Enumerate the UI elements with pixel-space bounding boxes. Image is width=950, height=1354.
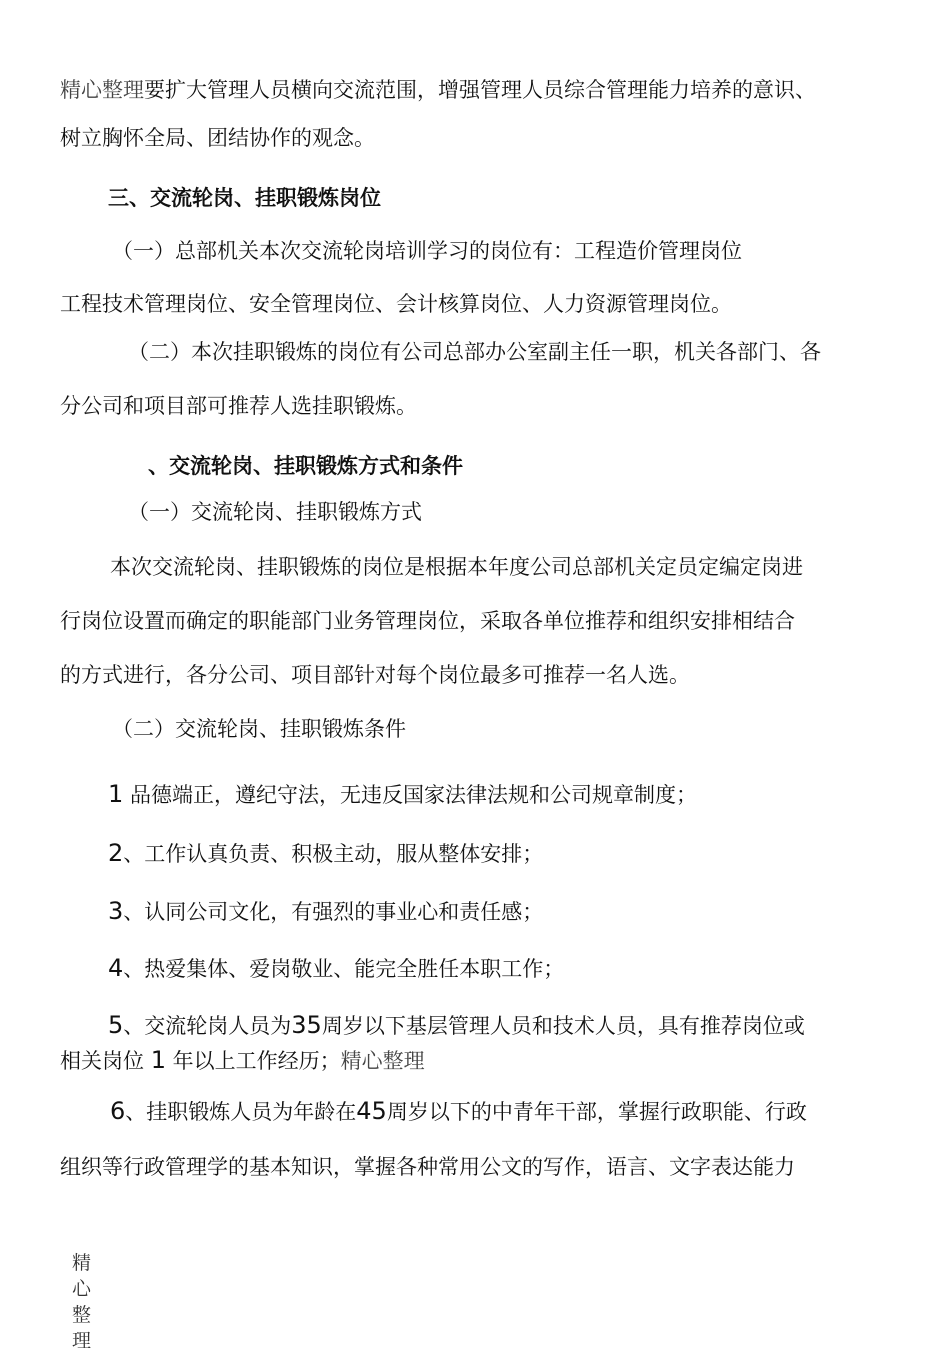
condition-text: 、工作认真负责、积极主动，服从整体安排；	[123, 842, 544, 866]
paragraph-line: 树立胸怀全局、团结协作的观念。	[60, 126, 375, 150]
condition-number: 3	[108, 897, 124, 925]
condition-item-continued: 组织等行政管理学的基本知识，掌握各种常用公文的写作，语言、文字表达能力	[60, 1155, 795, 1179]
paragraph-text: 要扩大管理人员横向交流范围，增强管理人员综合管理能力培养的意识、	[144, 78, 816, 102]
paragraph-line: （二）本次挂职锻炼的岗位有公司总部办公室副主任一职，机关各部门、各	[128, 340, 821, 364]
condition-text: 、认同公司文化，有强烈的事业心和责任感；	[123, 900, 544, 924]
condition-item	[108, 896, 543, 927]
paragraph-line: 工程技术管理岗位、安全管理岗位、会计核算岗位、人力资源管理岗位。	[60, 292, 732, 316]
condition-number: 5	[108, 1011, 124, 1039]
condition-item	[108, 953, 564, 984]
paragraph-line	[60, 75, 816, 105]
condition-text: 、热爱集体、爱岗敬业、能完全胜任本职工作；	[123, 957, 565, 981]
paragraph-line: （一）总部机关本次交流轮岗培训学习的岗位有：工程造价管理岗位	[112, 239, 742, 263]
condition-text: 、挂职锻炼人员为年龄在	[125, 1100, 357, 1124]
subsection-heading: （二）交流轮岗、挂职锻炼条件	[112, 717, 406, 741]
section-heading: 三、交流轮岗、挂职锻炼岗位	[108, 186, 381, 210]
condition-item	[108, 838, 543, 869]
condition-number: 6	[110, 1097, 126, 1125]
years-number: 1	[150, 1046, 166, 1074]
condition-text: 相关岗位	[60, 1049, 144, 1073]
paragraph-line: 的方式进行，各分公司、项目部针对每个岗位最多可推荐一名人选。	[60, 663, 690, 687]
watermark-text: 精心整理	[340, 1049, 425, 1073]
condition-text: 年以上工作经历；	[172, 1049, 341, 1073]
condition-number: 1	[108, 780, 124, 808]
condition-text: 周岁以下基层管理人员和技术人员，具有推荐岗位或	[321, 1014, 805, 1038]
condition-text: 周岁以下的中青年干部，掌握行政职能、行政	[386, 1100, 807, 1124]
paragraph-line: 分公司和项目部可推荐人选挂职锻炼。	[60, 394, 417, 418]
condition-item-continued	[60, 1045, 425, 1076]
condition-number: 2	[108, 839, 124, 867]
age-number: 35	[291, 1011, 322, 1039]
condition-text: 品德端正，遵纪守法，无违反国家法律法规和公司规章制度；	[129, 783, 697, 807]
condition-item	[108, 1010, 805, 1041]
subsection-heading: （一）交流轮岗、挂职锻炼方式	[128, 500, 422, 524]
condition-item	[108, 779, 697, 810]
footer-watermark: 精心整理	[72, 1252, 92, 1352]
condition-number: 4	[108, 954, 124, 982]
condition-item	[110, 1096, 807, 1127]
watermark-text: 精心整理	[60, 78, 144, 102]
condition-text: 、交流轮岗人员为	[123, 1014, 292, 1038]
age-number: 45	[356, 1097, 387, 1125]
paragraph-line: 本次交流轮岗、挂职锻炼的岗位是根据本年度公司总部机关定员定编定岗进	[110, 555, 803, 579]
section-heading: 、交流轮岗、挂职锻炼方式和条件	[148, 454, 463, 478]
paragraph-line: 行岗位设置而确定的职能部门业务管理岗位，采取各单位推荐和组织安排相结合	[60, 609, 795, 633]
